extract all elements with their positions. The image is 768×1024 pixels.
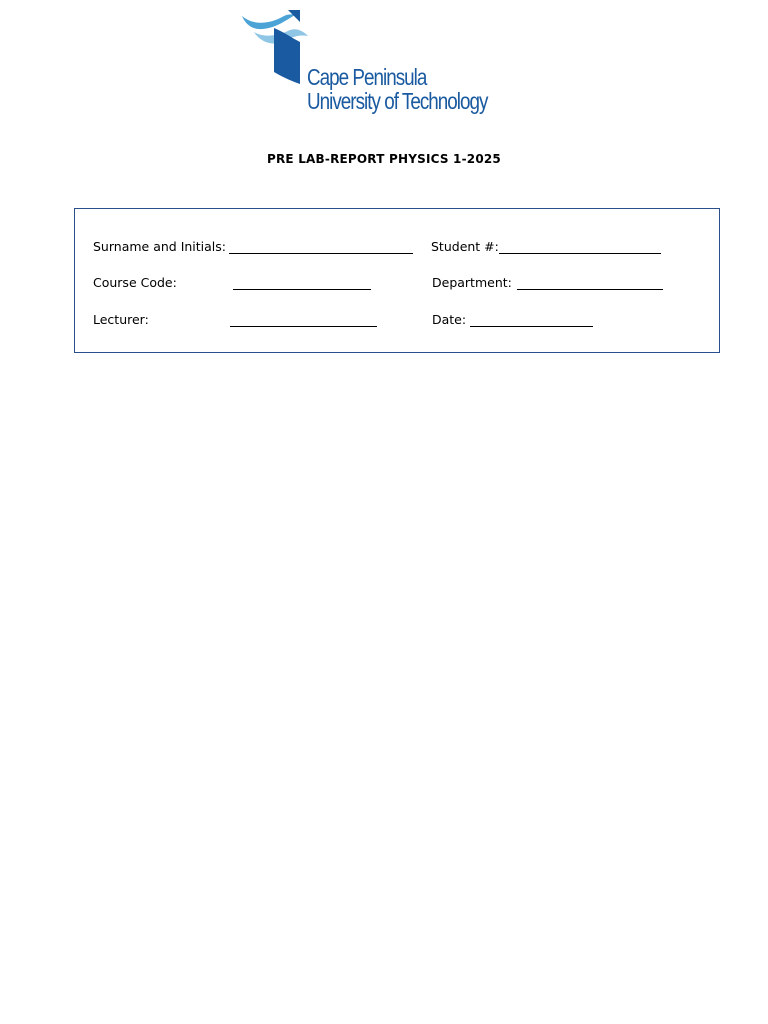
student-info-box [74,208,720,353]
logo-text-line2: University of Technology [307,88,488,114]
surname-label: Surname and Initials: [93,239,227,254]
date-field[interactable] [470,326,593,327]
lecturer-field[interactable] [230,326,377,327]
student-number-label: Student #: [431,239,499,254]
course-code-field[interactable] [233,289,371,290]
university-logo [240,8,530,118]
student-number-field[interactable] [499,253,661,254]
course-code-label: Course Code: [93,275,177,290]
page-title: PRE LAB-REPORT PHYSICS 1-2025 [267,152,501,166]
surname-field[interactable] [229,253,413,254]
logo-text-line1: Cape Peninsula [307,64,427,90]
date-label: Date: [432,312,467,327]
department-label: Department: [432,275,512,290]
department-field[interactable] [517,289,663,290]
lecturer-label: Lecturer: [93,312,149,327]
